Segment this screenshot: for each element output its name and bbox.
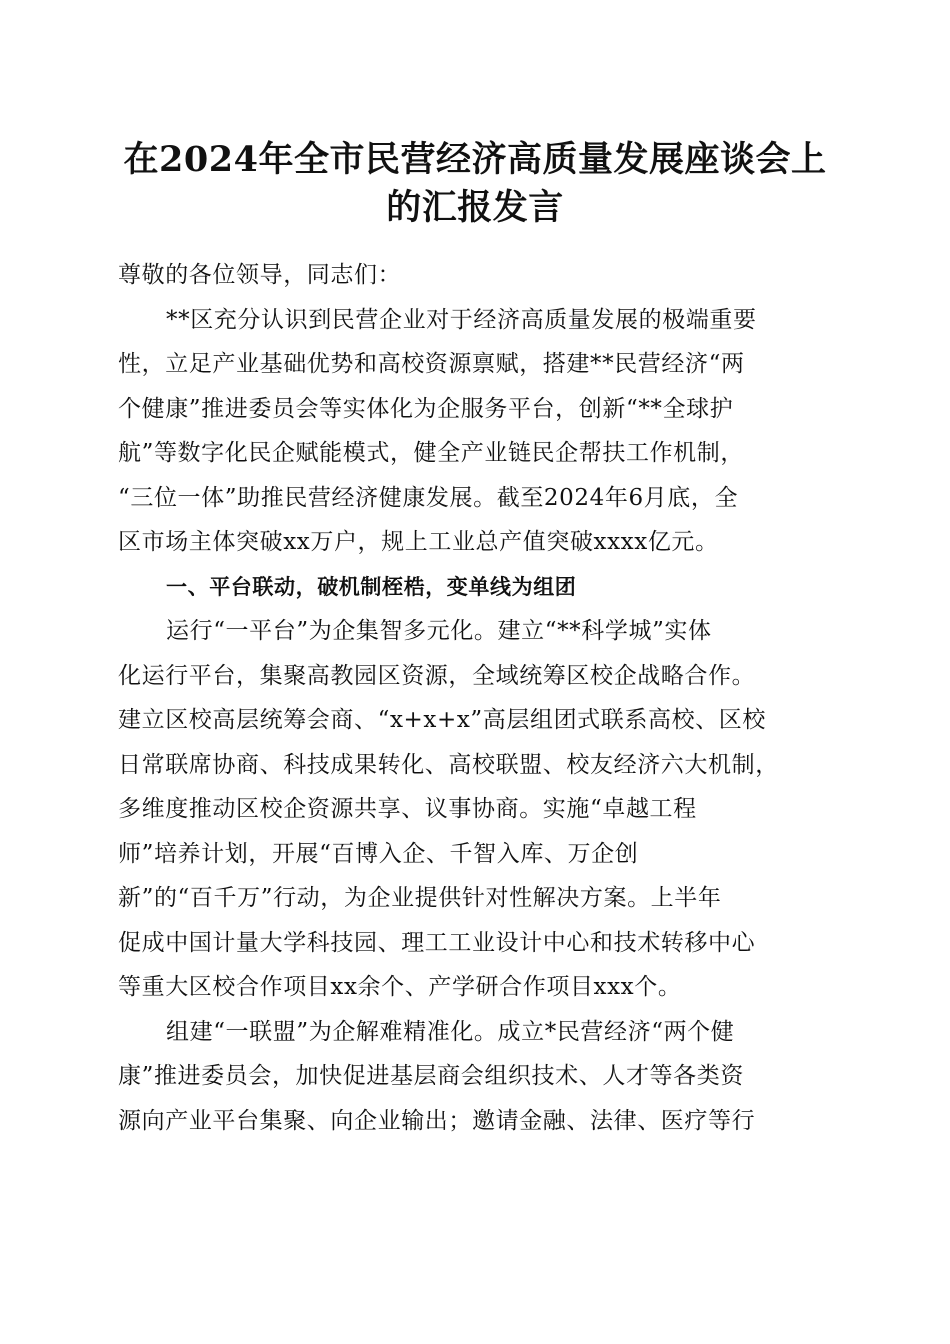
intro-line: 个健康”推进委员会等实体化为企服务平台，创新“**全球护 xyxy=(118,395,734,422)
title-line-2: 的汇报发言 xyxy=(386,187,564,228)
paragraph-line: 新”的“百千万”行动，为企业提供针对性解决方案。上半年 xyxy=(118,885,722,911)
document-body xyxy=(118,253,834,1143)
paragraph-line: 建立区校高层统筹会商、“x+x+x”高层组团式联系高校、区校 xyxy=(118,707,766,733)
salutation: 尊敬的各位领导，同志们： xyxy=(118,262,402,288)
paragraph-line: 运行“一平台”为企集智多元化。建立“**科学城”实体 xyxy=(166,618,712,644)
paragraph-alliance xyxy=(118,1010,834,1144)
intro-paragraph xyxy=(118,298,834,565)
intro-line: **区充分认识到民营企业对于经济高质量发展的极端重要 xyxy=(166,306,757,333)
intro-line: 区市场主体突破xx万户，规上工业总产值突破xxxx亿元。 xyxy=(118,529,719,555)
paragraph-line: 组建“一联盟”为企解难精准化。成立*民营经济“两个健 xyxy=(166,1018,735,1045)
section-heading: 一、平台联动，破机制桎梏，变单线为组团 xyxy=(166,574,577,599)
intro-line: 航”等数字化民企赋能模式，健全产业链民企帮扶工作机制， xyxy=(118,440,744,466)
paragraph-line: 促成中国计量大学科技园、理工工业设计中心和技术转移中心 xyxy=(118,929,756,956)
paragraph-line: 日常联席协商、科技成果转化、高校联盟、校友经济六大机制， xyxy=(118,751,779,778)
intro-line: 性，立足产业基础优势和高校资源禀赋，搭建**民营经济“两 xyxy=(118,351,745,377)
paragraph-line: 多维度推动区校企资源共享、议事协商。实施“卓越工程 xyxy=(118,796,697,822)
paragraph-line: 化运行平台，集聚高教园区资源，全域统筹区校企战略合作。 xyxy=(118,662,756,689)
title-line-1: 在2024年全市民营经济高质量发展座谈会上 xyxy=(123,139,827,180)
document-title xyxy=(120,136,830,232)
intro-line: “三位一体”助推民营经济健康发展。截至2024年6月底，全 xyxy=(118,484,739,511)
paragraph-line: 师”培养计划，开展“百博入企、千智入库、万企创 xyxy=(118,840,639,867)
paragraph-line: 等重大区校合作项目xx余个、产学研合作项目xxx个。 xyxy=(118,974,682,1000)
paragraph-platform xyxy=(118,609,834,1010)
paragraph-line: 源向产业平台集聚、向企业输出；邀请金融、法律、医疗等行 xyxy=(118,1107,756,1134)
paragraph-line: 康”推进委员会，加快促进基层商会组织技术、人才等各类资 xyxy=(118,1063,744,1089)
